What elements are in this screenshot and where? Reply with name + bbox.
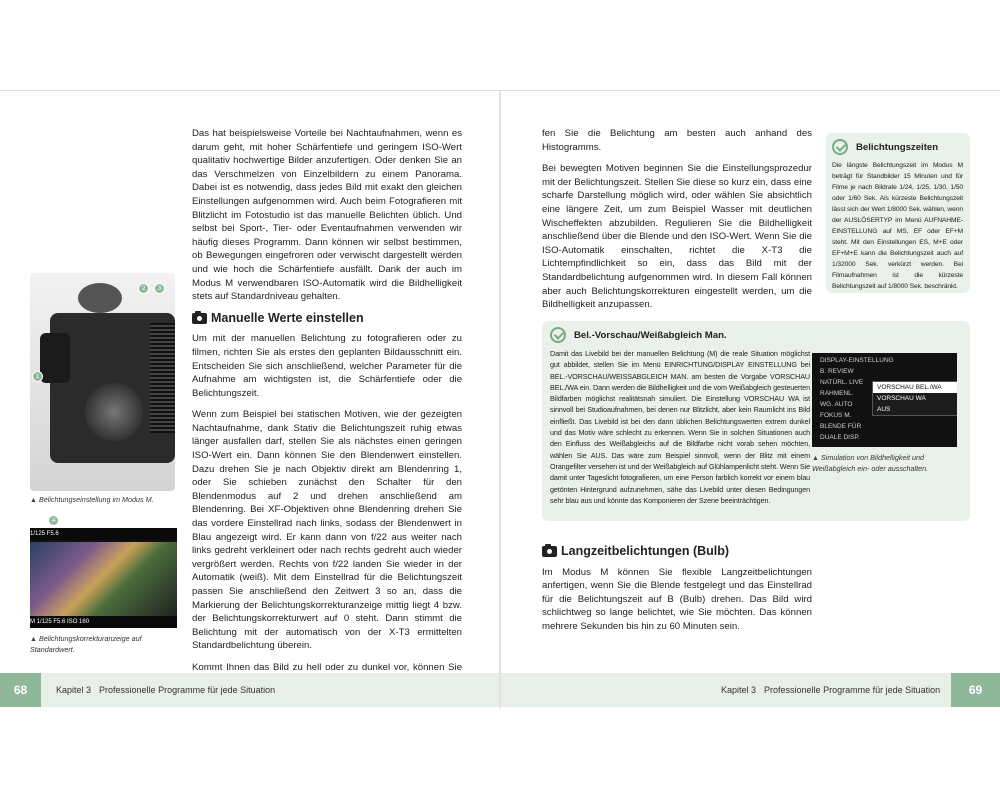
lcd-scene	[30, 542, 177, 616]
right-text-column	[542, 127, 812, 320]
marker-1: 1	[32, 371, 43, 382]
triangle-icon: ▲	[30, 497, 37, 504]
paragraph: Kommt Ihnen das Bild zu hell oder zu dunkel vor, können Sie	[192, 661, 462, 673]
bulb-section	[542, 537, 812, 642]
caption-menu: ▲ Simulation von Bildhelligkeit und Weißabgleich ein- oder ausschalten.	[812, 453, 929, 473]
marker-4: 4	[48, 515, 59, 526]
lcd-bottom-bar: M 1/125 F5.6 ISO 160	[30, 616, 177, 628]
box-header: Belichtungszeiten	[832, 139, 963, 155]
left-page	[0, 90, 499, 709]
top-dial	[78, 283, 122, 313]
page-number: 69	[951, 673, 1000, 707]
popup-item: AUS	[877, 406, 891, 413]
section-heading: Langzeitbelichtungen (Bulb)	[542, 545, 812, 559]
camera-image	[30, 273, 175, 491]
section-heading: Manuelle Werte einstellen	[192, 312, 462, 326]
lcd-image	[30, 528, 177, 628]
menu-item: FOKUS M.	[820, 412, 852, 419]
paragraph: Bei bewegten Motiven beginnen Sie die Einstellungsprozedur mit der Belichtungszeit. Stellen Sie diese so kurz ein, dass eine scharfe Darstellung möglich wird, oder wählen Sie absichtlich eine längere Zeit, um zum Beispiel Wasser mit deutlichen Wischeffekten abzubilden. Regulieren Sie die Bildhelligkeit anschließend über die Blende und den ISO-Wert. Wenn Sie die ISO-Automatik einschalten, richtet die X-T3 die Lichtempfindlichkeit so ein, dass das Bild mit der Standardbelichtung aufgenommen wird. In diesem Fall können aber auch Belichtungskorrekturen eingestellt werden, um die Bildhelligkeit anzupassen.	[542, 163, 812, 311]
box-text: Die längste Belichtungszeit im Modus M beträgt für Standbilder 15 Minuten und für Filme je nach Bildrate 1/24, 1/25, 1/30, 1/50 oder 1/60 Sek. Als kürzeste Belichtungszeit lässt sich der Wert 1/8000 Sek. wählen, wenn der AUSLÖSERTYP im Menü AUFNAHME-EINSTELLUNG auf MS, EF oder EF+M steht. Mit den Einstellungen ES, M+E oder EF+M+E kann die Belichtungszeit auch auf 1/32000 Sek. verkürzt werden. Bei Filmaufnahmen ist die kürzeste Belichtungszeit auf 1/8000 Sek. beschränkt.	[832, 162, 963, 290]
left-text-column	[192, 127, 462, 696]
triangle-icon: ▲	[812, 455, 819, 462]
menu-popup	[872, 381, 957, 416]
right-page	[501, 90, 1000, 709]
aperture-ring	[150, 323, 175, 433]
paragraph: Wenn zum Beispiel bei statischen Motiven, wie der gezeigten Nachtaufnahme, dank Stativ die Belichtungszeit ruhig etwas länger ausfallen darf, stellen Sie als nächstes einen geringen ISO-Wert ein. Dann können Sie den Blendenwert einstellen. Dazu drehen Sie je nach Objektiv direkt am Blendenring 1, oder Sie schieben zunächst den Schalter für den Blendenmodus auf 2 und drehen anschließend am Blendenring. Bei XF-Objektiven ohne Blendenring drehen Sie das vordere Einstellrad nach links, sodass der Blendenwert in Blau angezeigt wird. Er kann dann von f/22 aus weiter nach links gedreht verkleinert oder nach rechts gedreht auch wieder vergrößert werden. Rechts von f/22 landen Sie wieder in der Automatik (weiß). Mit dem Einstellrad für die Belichtungszeit passen Sie anschließend den Zeitwert 3 so an, dass die Markierung der Belichtungskorrekturanzeige mittig liegt 4 bzw. der Belichtungskorrekturwert auf 0 steht. Dann stimmt die Belichtung mit der automatisch von der X-T3 ermittelten Standardbelichtung überein.	[192, 409, 462, 652]
caption-camera: ▲ Belichtungseinstellung im Modus M.	[30, 495, 154, 504]
marker-3: 3	[154, 283, 165, 294]
camera-icon	[192, 313, 207, 324]
lcd-top-bar: 1/125 F5.6	[30, 528, 177, 540]
menu-item: DUALE DISP.	[820, 434, 860, 441]
menu-item: RAHMENL.	[820, 390, 854, 397]
menu-screenshot	[812, 353, 957, 447]
front-dial	[85, 383, 143, 441]
footer-text: Kapitel 3 Professionelle Programme für jede Situation	[56, 685, 276, 695]
checkmark-icon	[832, 139, 848, 155]
box-header: Bel.-Vorschau/Weißabgleich Man.	[550, 327, 962, 343]
footer-text: Kapitel 3 Professionelle Programme für jede Situation	[721, 685, 941, 695]
popup-item-selected: VORSCHAU BEL./WA	[873, 382, 957, 393]
caption-lcd: ▲ Belichtungskorrekturanzeige auf Standardwert.	[30, 634, 142, 654]
checkmark-icon	[550, 327, 566, 343]
info-box-exposure-times	[826, 133, 970, 293]
left-footer	[0, 673, 499, 707]
paragraph: Im Modus M können Sie flexible Langzeitbelichtungen anfertigen, wenn Sie die Blende festgelegt und das Einstellrad für die Belichtungszeit auf B (Bulb) drehen. Das Bild wird schlichtweg so lange belichtet, wie Sie möchten. Das können mehrere Sekunden bis hin zu 60 Minuten sein.	[542, 566, 812, 632]
camera-icon	[542, 546, 557, 557]
menu-item: BLENDE FÜR	[820, 423, 862, 430]
page-number: 68	[0, 673, 41, 707]
right-footer	[501, 673, 1000, 707]
menu-item: WG. AUTO	[820, 401, 853, 408]
menu-item: DISPLAY-EINSTELLUNG	[820, 357, 894, 364]
eyecup	[40, 333, 70, 383]
paragraph: fen Sie die Belichtung am besten auch anhand des Histogramms.	[542, 128, 812, 153]
box-text: Damit das Livebild bei der manuellen Belichtung (M) die reale Situation möglichst gut abbildet, stellen Sie im Menü EINRICHTUNG/DISPLAY EINSTELLUNG bei BEL.-VORSCHAU/WEISSABGLEICH MAN. am besten die Vorgabe VORSCHAU BEL./WA ein. Dann werden die Bildhelligkeit und die vom Weißabgleich gesteuerten Bildfarben möglichst realitätsnah simuliert. Die Einstellung VORSCHAU WA ist sinnvoll bei Studioaufnahmen, bei denen nur Blitzlicht, aber kein Raumlicht ins Bild einfließt. Das Livebild ist bei den dann üblichen Belichtungswerten extrem dunkel und das Motiv wäre schlecht zu erkennen. Wenn Sie in solchen Situationen auch den Einfluss des Weißabgleichs auf die Bildfarbe nicht vorab sehen möchten, wählen Sie AUS. Das wäre zum Beispiel sinnvoll, wenn der Blitz mit einem Orangefilter versehen ist und der Weißabgleich auf Glühlampenlicht steht. Wenn Sie damit unter Tageslicht fotografieren, um eine Person farblich korrekt vor einem blau getönten Hintergrund aufzunehmen, sähe das Livebild unter diesen Bedingungen sehr blau aus und könnte das Komponieren der Szene beeinträchtigen.	[550, 349, 811, 505]
menu-item: NATÜRL. LIVE	[820, 379, 864, 386]
menu-item: B. REVIEW	[820, 368, 854, 375]
popup-item: VORSCHAU WA	[877, 395, 926, 402]
paragraph: Um mit der manuellen Belichtung zu fotografieren oder zu filmen, richten Sie als erstes den geplanten Bildausschnitt ein. Entscheiden Sie sich anschließend, welcher Parameter für die Aufnahme am wichtigsten ist, die Schärfentiefe oder die Belichtungszeit.	[192, 333, 462, 399]
marker-2: 2	[138, 283, 149, 294]
triangle-icon: ▲	[30, 636, 37, 643]
paragraph: Das hat beispielsweise Vorteile bei Nachtaufnahmen, wenn es darum geht, mit hoher Schärfentiefe und geringem ISO-Wert qualitativ hochwertige Bilder anzufertigen. Oder denken Sie an das Verschmelzen von Einzelbildern zu einem Panorama. Dabei ist es notwendig, dass jedes Bild mit exakt den gleichen Einstellungen aufgenommen wird. Auch beim Fotografieren mit Blitzlicht im Fotostudio ist das manuelle Belichten üblich. Und selbst bei Sport-, Tier- oder Eventaufnahmen verwenden wir häufig dieses Programm. Dann können wir selbst bestimmen, ob Bewegungen eingefroren oder verwischt dargestellt werden und wie hoch die Schärfentiefe ausfällt. Dank der auch im Modus M verwendbaren ISO-Automatik wird die Bildhelligkeit stets auf Standardniveau gehalten.	[192, 128, 462, 303]
